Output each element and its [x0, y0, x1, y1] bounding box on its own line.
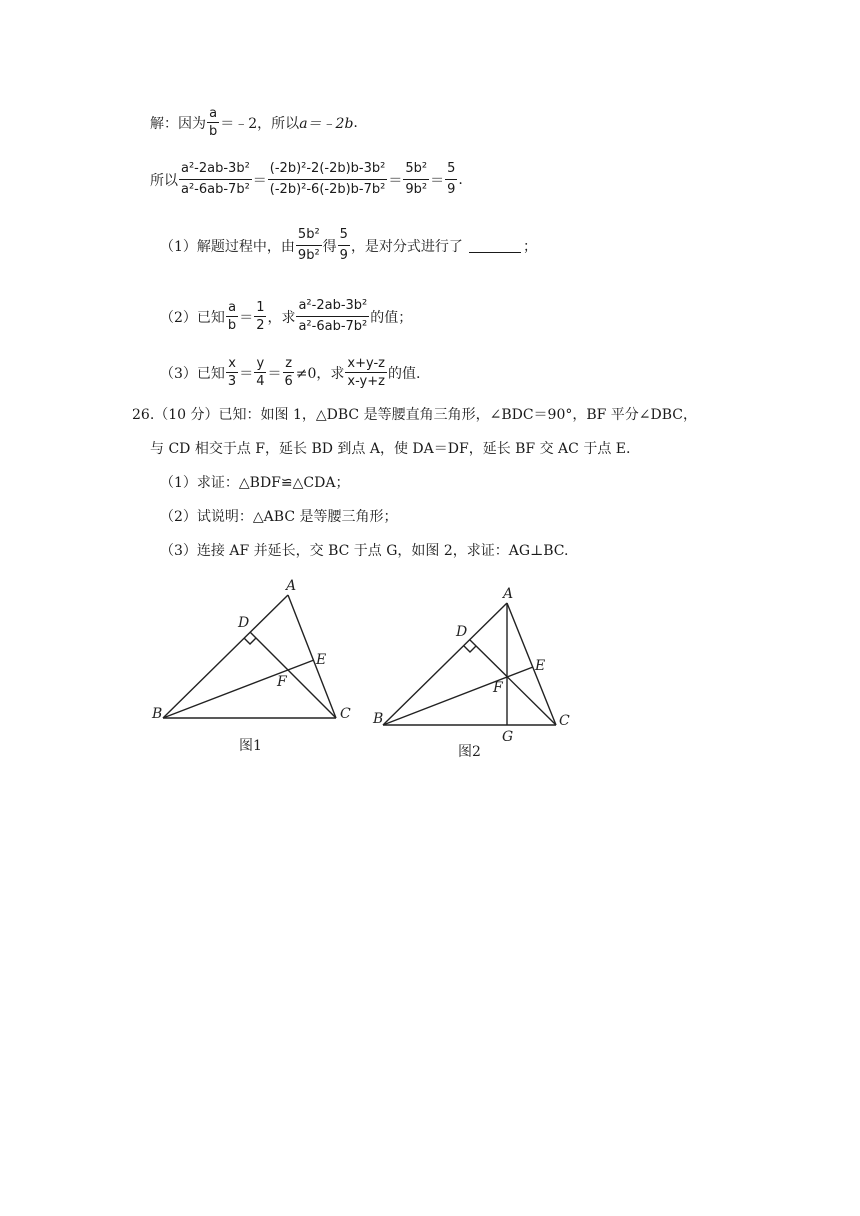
segment-AC — [507, 603, 556, 725]
point-label-F: F — [493, 680, 503, 696]
question-26-line-1: 26.（10 分）已知：如图 1，△DBC 是等腰直角三角形，∠BDC＝90°，BF 平分∠DBC， — [132, 407, 698, 423]
figure-2-caption: 图2 — [458, 744, 481, 760]
question-25-part-1: （1）解题过程中，由 $\frac{\text{5b²}}{\text{9b²}}$ 得 $\frac{5}{9}$ ，是对分式进行了 ； — [160, 227, 537, 263]
question-26-part-2: （2）试说明：△ABC 是等腰三角形； — [160, 509, 398, 525]
figure-2-labels — [372, 586, 570, 745]
right-angle-mark — [244, 638, 256, 644]
point-label-B: B — [373, 711, 384, 727]
segment-BE — [163, 660, 314, 718]
point-label-A: A — [503, 586, 514, 602]
fraction-5b2-over-9b2: $\frac{\text{5b²}}{\text{9b²}}$ — [297, 227, 320, 263]
solution-line-2: 所以 $\frac{\text{a²-2ab-3b²}}{\text{a²-6ab-7b²}}$ ＝ $\frac{\text{(-2b)²-2(-2b)b-3b²}}{\text{(-2b)²-6(-2b)b-7b²}}$ ＝ $\frac{\text{5b²}}{\text{9b²}}$ ＝ $\frac{5}{9}$ . — [150, 161, 463, 197]
point-label-D: D — [456, 624, 468, 640]
question-26-line-2: 与 CD 相交于点 F，延长 BD 到点 A，使 DA＝DF，延长 BF 交 AC 于点 E. — [150, 441, 631, 457]
fraction-expression: $\frac{\text{a²-2ab-3b²}}{\text{a²-6ab-7b²}}$ — [298, 298, 368, 334]
solution-relation: a＝﹣2b — [299, 115, 354, 132]
segment-BA — [383, 603, 507, 725]
fraction-one-half: $\frac{1}{2}$ — [256, 300, 265, 333]
segment-AC — [288, 595, 336, 718]
point-label-E: E — [316, 652, 327, 668]
fraction-x-over-3: $\frac{x}{3}$ — [227, 356, 237, 389]
fraction-5-over-9: $\frac{5}{9}$ — [339, 227, 348, 263]
question-26-part-1: （1）求证：△BDF≌△CDA； — [160, 475, 350, 491]
question-25-part-3: （3）已知 $\frac{x}{3}$ ＝ $\frac{y}{4}$ ＝ $\frac{z}{6}$ ≠0，求 $\frac{x+y-z}{x-y+z}$ 的值. — [160, 356, 421, 389]
point-label-D: D — [238, 615, 250, 631]
segment-BA — [163, 595, 288, 718]
solution-line-1: 解：因为 $\frac{a}{b}$ ＝﹣2，所以 a＝﹣2b . — [150, 106, 358, 139]
figure-1 — [163, 595, 336, 718]
figure-1-caption: 图1 — [239, 738, 262, 754]
point-label-B: B — [152, 706, 163, 722]
question-26-part-3: （3）连接 AF 并延长，交 BC 于点 G，如图 2，求证：AG⊥BC. — [160, 543, 569, 559]
point-label-C: C — [340, 706, 351, 722]
solution-text: 所以 — [150, 172, 178, 189]
fraction-a-over-b: $\frac{a}{b}$ — [227, 300, 237, 333]
point-label-G: G — [502, 729, 514, 745]
segment-DC — [470, 640, 556, 725]
point-label-C: C — [559, 713, 570, 729]
solution-text: 解：因为 — [150, 115, 206, 132]
point-label-E: E — [535, 658, 546, 674]
fraction-expression: $\frac{\text{a²-2ab-3b²}}{\text{a²-6ab-7b²}}$ — [181, 161, 250, 197]
segment-DC — [250, 632, 336, 718]
fraction-z-over-6: $\frac{z}{6}$ — [284, 356, 293, 389]
fraction-result: $\frac{5}{9}$ — [447, 161, 456, 197]
point-label-A: A — [286, 578, 297, 594]
fraction-simplified: $\frac{\text{5b²}}{\text{9b²}}$ — [405, 161, 428, 197]
fraction-substituted: $\frac{\text{(-2b)²-2(-2b)b-3b²}}{\text{(-2b)²-6(-2b)b-7b²}}$ — [269, 161, 386, 197]
fraction-y-over-4: $\frac{y}{4}$ — [256, 356, 265, 389]
right-angle-mark — [464, 646, 476, 652]
solution-text: ＝﹣2，所以 — [220, 115, 300, 132]
question-25-part-2: （2）已知 $\frac{a}{b}$ ＝ $\frac{1}{2}$ ，求 $\frac{\text{a²-2ab-3b²}}{\text{a²-6ab-7b²}}$ 的值； — [160, 298, 413, 334]
fraction-a-over-b: $\frac{a}{b}$ — [209, 106, 218, 139]
segment-BE — [383, 667, 533, 725]
fraction-expression-xyz: $\frac{x+y-z}{x-y+z}$ — [347, 356, 385, 389]
figure-2 — [383, 603, 556, 725]
point-label-F: F — [277, 674, 287, 690]
